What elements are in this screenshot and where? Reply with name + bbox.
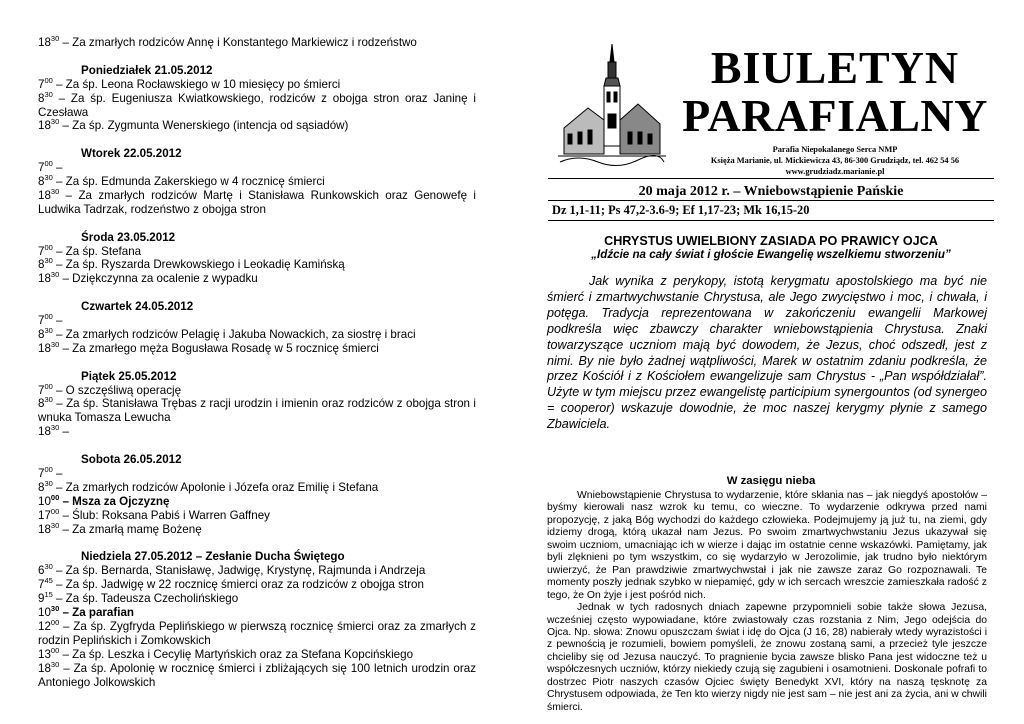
intention-text: – O szczęśliwą operację	[52, 383, 182, 397]
divider	[548, 200, 994, 201]
intention-line	[38, 339, 476, 356]
intention-text: –	[52, 467, 63, 480]
mass-time-hour: 18	[38, 188, 51, 202]
mass-time-minutes: 30	[44, 325, 53, 335]
intention-line	[38, 645, 476, 662]
mass-time-minutes: 30	[50, 186, 60, 196]
intention-text: – Za zmarłą mamę Bożenę	[59, 522, 202, 536]
day-heading: Poniedziałek 21.05.2012	[81, 63, 213, 77]
intention-line	[38, 606, 476, 620]
mass-time-minutes: 30	[44, 173, 53, 183]
readings: Dz 1,1-11; Ps 47,2-3.6-9; Ef 1,17-23; Mk 16,15-20	[552, 203, 810, 217]
intention-text: – Za śp. Tadeusza Czecholińskiego	[52, 592, 239, 606]
mass-time-hour: 7	[38, 467, 45, 480]
article-paragraph: Jednak w tych radosnych dniach zapewne przypomnieli sobie także słowa Jezusa, wcześniej często wypowiadane, które zwiastowały czas rozstania z Nim, Jego odejścia do Ojca. Np. słowa: Znowu opuszczam świat i idę do Ojca (J 16, 28) nabierały wtedy wyrazistości i z pewnością je rozumieli, bowiem pomyśleli, że znowu zostaną sami, a przecież tyle jeszcze chcieliby się od Jezusa nauczyć. To pragnienie bycia zawsze blisko Pana jest widoczne też u współczesnych uczniów, którzy niekiedy czują się zagubieni i osamotnieni. Doskonale pofrafi to dostrzec Piotr naszych czasów Ojciec święty Benedykt XVI, który na naszą tęsknotę za Chrystusem odpowiada, że Ten kto wierzy nigdy nie jest sam – nie jest ani za życia, ani w chwili śmierci.	[547, 602, 987, 713]
intention-line	[38, 272, 476, 286]
day-heading: Środa 23.05.2012	[81, 230, 176, 244]
intention-line	[38, 478, 476, 495]
intention-text: – Ślub: Roksana Pabiś i Warren Gaffney	[59, 508, 270, 522]
intention-text: – Za śp. Jadwigę w 22 rocznicę śmierci oraz za rodziców z obojga stron	[52, 578, 424, 592]
mass-time-hour: 8	[38, 480, 45, 494]
mass-time-minutes: 30	[50, 339, 60, 349]
intention-line	[38, 161, 476, 175]
day-heading: Wtorek 22.05.2012	[81, 147, 182, 161]
mass-time-hour: 9	[38, 592, 45, 606]
intention-line	[38, 659, 476, 690]
intention-line	[38, 119, 476, 133]
intention-text: – Msza za Ojczyznę	[59, 494, 170, 508]
mass-time-hour: 10	[38, 494, 51, 508]
spacer	[38, 439, 476, 453]
mass-time-minutes: 30	[50, 659, 60, 669]
intention-text: – Za śp. Eugeniusza Kwiatkowskiego, rodziców z obojga stron oraz Janinę i Czesława	[38, 91, 476, 119]
mass-time-hour: 18	[38, 272, 51, 286]
intention-text: – Za parafian	[59, 606, 134, 620]
masthead	[676, 44, 994, 177]
intention-text: – Za śp. Leona Rocławskiego w 10 miesięcy po śmierci	[52, 77, 341, 91]
mass-time-hour: 18	[38, 36, 51, 49]
intention-line	[38, 381, 476, 398]
intention-line	[38, 75, 476, 92]
intention-text: – Za śp. Zygmunta Wenerskiego (intencja od sąsiadów)	[59, 119, 349, 133]
mass-time-hour: 13	[38, 647, 51, 661]
divider	[548, 178, 994, 179]
mass-time-minutes: 30	[50, 520, 60, 530]
mass-time-minutes: 00	[50, 645, 60, 655]
mass-time-minutes: 30	[44, 478, 53, 488]
mass-time-minutes: 30	[44, 562, 53, 572]
day-heading: Czwartek 24.05.2012	[81, 300, 194, 314]
mass-time-minutes: 15	[44, 590, 53, 600]
date-line: 20 maja 2012 r. – Wniebowstąpienie Pańskie	[638, 184, 904, 199]
intention-text: – Za zmarłego męża Bogusława Rosadę w 5 rocznicę śmierci	[59, 341, 379, 355]
intention-text: – Dziękczynna za ocalenie z wypadku	[59, 272, 258, 286]
intention-line	[38, 617, 476, 648]
intention-line	[38, 520, 476, 537]
mass-time-hour: 7	[38, 578, 45, 592]
mass-time-minutes: 30	[44, 89, 53, 99]
parish-website: www.grudziadz.marianie.pl	[785, 167, 885, 176]
mass-time-minutes: 30	[50, 270, 60, 280]
mass-time-minutes: 30	[50, 117, 60, 127]
mass-time-minutes: 00	[50, 492, 60, 502]
church-illustration	[558, 42, 666, 168]
intention-line	[38, 175, 476, 189]
mass-time-hour: 8	[38, 91, 45, 105]
mass-time-hour: 8	[38, 175, 45, 189]
mass-time-minutes: 00	[44, 75, 53, 85]
mass-intentions-column	[38, 36, 476, 689]
intention-text: –	[52, 314, 63, 328]
spacer	[38, 537, 476, 551]
intention-text: – Za śp. Zygfryda Peplińskiego w pierwszą rocznicę śmierci oraz za zmarłych z rodzin Peplińskich i Zomkowskich	[38, 619, 476, 647]
spacer	[38, 356, 476, 370]
mass-time-minutes: 30	[50, 604, 60, 614]
article-title: CHRYSTUS UWIELBIONY ZASIADA PO PRAWICY OJCA	[604, 234, 938, 248]
spacer	[38, 217, 476, 231]
spacer	[38, 286, 476, 300]
intention-text: – Za śp. Leszka i Cecylię Martyńskich oraz za Stefana Kopcińskiego	[59, 647, 414, 661]
mass-time-minutes: 30	[44, 256, 53, 266]
mass-time-hour: 18	[38, 425, 51, 439]
mass-time-hour: 8	[38, 327, 45, 341]
intention-text: – Za śp. Bernarda, Stanisławę, Jadwigę, Krystynę, Rajmunda i Andrzeja	[52, 564, 426, 578]
intention-text: – Za śp. Stefana	[52, 244, 142, 258]
masthead-title-line1: BIULETYN	[710, 42, 960, 93]
intention-text: – Za śp. Apolonię w rocznicę śmierci i zbliżających się 100 letnich urodzin oraz Antoniego Jolkowskich	[38, 661, 476, 689]
mass-time-hour: 18	[38, 522, 51, 536]
mass-time-hour: 10	[38, 606, 51, 620]
mass-time-hour: 7	[38, 314, 45, 328]
mass-time-minutes: 30	[50, 423, 60, 433]
intention-line	[38, 506, 476, 523]
intention-line	[38, 578, 476, 592]
mass-time-hour: 6	[38, 564, 45, 578]
intention-line	[38, 36, 476, 50]
intention-line	[38, 325, 476, 342]
intention-text: – Za śp. Stanisława Trębas z racji urodzin i imienin oraz rodziców z obojga stron i wnuka Tomasza Lewucha	[38, 397, 476, 425]
parish-address: Księża Marianie, ul. Mickiewicza 43, 86-300 Grudziądz, tel. 462 54 56	[710, 156, 960, 165]
intention-line	[38, 467, 476, 481]
mass-time-minutes: 00	[44, 381, 53, 391]
day-heading: Niedziela 27.05.2012 – Zesłanie Ducha Świętego	[81, 550, 345, 564]
intention-line	[38, 242, 476, 259]
intention-line	[38, 186, 476, 217]
parish-name: Parafia Niepokalanego Serca NMP	[772, 145, 898, 154]
intention-line	[38, 492, 476, 509]
day-heading: Sobota 26.05.2012	[81, 453, 182, 467]
day-heading: Piątek 25.05.2012	[81, 369, 177, 383]
mass-time-minutes: 00	[44, 465, 53, 474]
intention-text: – Za zmarłych rodziców Annę i Konstantego Markiewicz i rodzeństwo	[59, 36, 417, 49]
mass-time-minutes: 30	[44, 395, 53, 405]
article-intro: Jak wynika z perykopy, istotą kerygmatu apostolskiego ma być nie śmierć i zmartwychwstanie Chrystusa, ale Jego zwycięstwo i moc, i chwała, i potęga. Tradycja reprezentowana w zakończeniu ewangelii Markowej podkreśla więc zbawczy charakter wniebowstąpienia Chrystusa. Znaki towarzyszące uczniom mają być dowodem, że Jezus, choć odszedł, jest z nimi. By nie było żadnej wątpliwości, Marek w ostatnim zdaniu podkreśla, że przez Kościół i z Kościołem ewangelizuje sam Chrystus - „Pan współdziałał”. Użyte w tym miejscu przez ewangelistę participium synergountos (od synergeo = cooperor) wskazuje dowodnie, że moc naszej kerygmy płynie z samego Zbawiciela.	[547, 274, 987, 432]
intention-line	[38, 425, 476, 439]
intention-line	[38, 397, 476, 425]
intention-text: –	[52, 161, 63, 175]
intention-text: –	[59, 425, 69, 439]
intention-line	[38, 564, 476, 578]
intention-line	[38, 314, 476, 328]
spacer	[38, 133, 476, 147]
divider	[548, 220, 994, 221]
mass-time-hour: 18	[38, 341, 51, 355]
masthead-title-line2: PARAFIALNY	[682, 90, 988, 141]
mass-time-minutes: 45	[44, 576, 53, 586]
article-paragraph: Wniebowstąpienie Chrystusa to wydarzenie, które skłania nas – jak niegdyś apostołów – byśmy kierowali nasz wzrok ku temu, co wieczne. To wydarzenie odkrywa przed nami propozycję, z jaką Bóg wychodzi do każdego człowieka. Podejmujemy ją już tu, na ziemi, gdy idziemy drogą, którą ukazał nam Jezus. Po swoim zmartwychwstaniu Jezus ukazywał się swoim uczniom, umacniając ich w wierze i dając im ostatnie cenne wskazówki. Pamiętamy, jak byli zlęknieni po tym wszystkim, co się wydarzyło w Jerozolimie, jak trudno było niektórym uwierzyć, że Pan prawdziwie zmartwychwstał i jak nie zawsze zaraz Go rozpoznawali. Te momenty poszły jednak szybko w niepamięć, gdy w ich sercach wreszcie zamieszkała radość z tego, że On żyje i jest pośród nich.	[547, 490, 987, 601]
section-title: W zasięgu nieba	[726, 475, 816, 487]
mass-time-minutes: 00	[44, 159, 53, 169]
mass-time-minutes: 00	[50, 617, 60, 627]
intention-text: – Za zmarłych rodziców Apolonie i Józefa oraz Emilię i Stefana	[52, 480, 379, 494]
intention-line	[38, 592, 476, 606]
mass-time-minutes: 00	[44, 312, 53, 322]
mass-time-hour: 12	[38, 619, 51, 633]
mass-time-hour: 8	[38, 397, 45, 411]
mass-time-hour: 7	[38, 383, 45, 397]
mass-time-hour: 17	[38, 508, 51, 522]
mass-time-hour: 18	[38, 119, 51, 133]
article-body	[547, 490, 987, 714]
mass-time-hour: 7	[38, 244, 45, 258]
intention-text: – Za śp. Edmunda Zakerskiego w 4 rocznicę śmierci	[52, 175, 325, 189]
intention-text: – Za zmarłych rodziców Pelagię i Jakuba Nowackich, za siostrę i braci	[52, 327, 416, 341]
intention-line	[38, 258, 476, 272]
mass-time-minutes: 30	[50, 34, 60, 43]
spacer	[38, 50, 476, 64]
mass-time-minutes: 00	[50, 506, 60, 516]
intention-text: – Za zmarłych rodziców Martę i Stanisława Runkowskich oraz Genowefę i Ludwika Tadrzak, rodzeństwo z obojga stron	[38, 188, 476, 216]
mass-time-hour: 8	[38, 258, 45, 272]
mass-time-hour: 7	[38, 77, 45, 91]
article-subtitle: „Idźcie na cały świat i głoście Ewangelię wszelkiemu stworzeniu”	[591, 248, 951, 261]
mass-time-hour: 18	[38, 661, 51, 675]
intention-line	[38, 89, 476, 120]
mass-time-minutes: 00	[44, 242, 53, 252]
intention-text: – Za śp. Ryszarda Drewkowskiego i Leokadię Kamińską	[52, 258, 345, 272]
mass-time-hour: 7	[38, 161, 45, 175]
